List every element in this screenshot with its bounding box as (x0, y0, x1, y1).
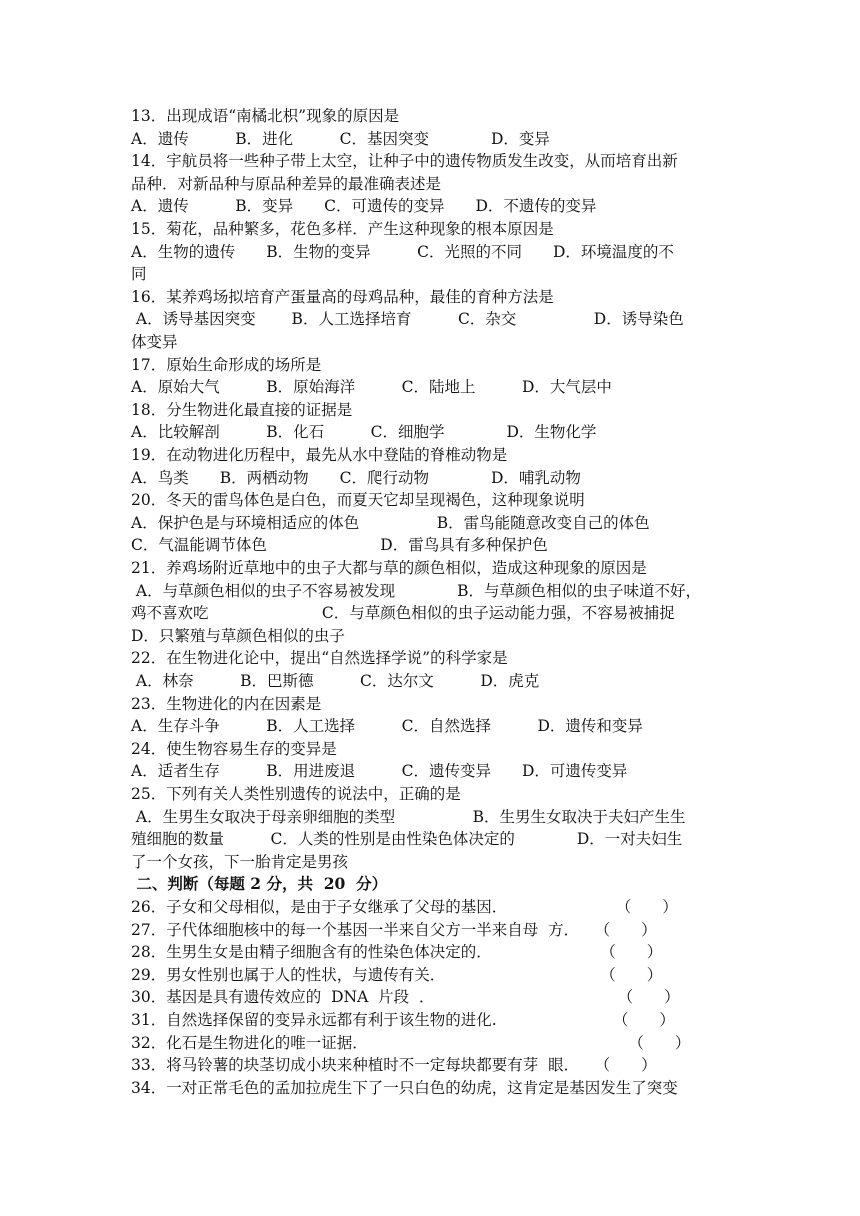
text-line: 32．化石是生物进化的唯一证据． （ ） (131, 1033, 691, 1052)
text-line: 34．一对正常毛色的孟加拉虎生下了一只白色的幼虎，这肯定是基因发生了突变 (131, 1078, 678, 1097)
text-line: 18．分生物进化最直接的证据是 (131, 400, 353, 419)
text-line: 30．基因是具有遗传效应的 DNA 片段 ． （ ） (131, 988, 680, 1007)
text-line: 31．自然选择保留的变异永远都有利于该生物的进化. （ ） (131, 1011, 675, 1029)
section-heading: 二、判断（每题 2 分，共 20 分） (131, 874, 388, 894)
text-line: A．保护色是与环境相适应的体色 B．雷鸟能随意改变自己的体色 (131, 513, 650, 532)
text-line: 14．宇航员将一些种子带上太空，让种子中的遗传物质发生改变，从而培育出新 (131, 152, 678, 171)
text-line: 品种．对新品种与原品种差异的最准确表述是 (131, 174, 442, 193)
text-line: 23．生物进化的内在因素是 (131, 694, 322, 713)
text-line: A．原始大气 B．原始海洋 C．陆地上 D．大气层中 (131, 378, 612, 397)
text-line: A．适者生存 B．用进废退 C．遗传变异 D．可遗传变异 (131, 762, 628, 781)
text-line: A．鸟类 B．两栖动物 C．爬行动物 D．哺乳动物 (131, 468, 581, 487)
text-line: C．气温能调节体色 D．雷鸟具有多种保护色 (131, 536, 548, 555)
text-line: A．与草颜色相似的虫子不容易被发现 B．与草颜色相似的虫子味道不好， (131, 581, 702, 600)
text-line: 19．在动物进化历程中，最先从水中登陆的脊椎动物是 (131, 446, 508, 464)
text-line: A．生存斗争 B．人工选择 C．自然选择 D．遗传和变异 (131, 717, 643, 736)
text-line: 29．男女性别也属于人的性状，与遗传有关． （ ） (131, 965, 663, 984)
text-line: 22．在生物进化论中，提出“自然选择学说”的科学家是 (131, 649, 508, 668)
text-line: 鸡不喜欢吃 C．与草颜色相似的虫子运动能力强，不容易被捕捉 (131, 604, 675, 623)
text-line: 27．子代体细胞核中的每一个基因一半来自父方一半来自母 方． （ ） (131, 920, 657, 939)
text-line: 26．子女和父母相似，是由于子女继承了父母的基因． （ ） (131, 898, 678, 916)
text-line: A．生男生女取决于母亲卵细胞的类型 B．生男生女取决于夫妇产生生 (131, 807, 686, 826)
text-line: 20．冬天的雷鸟体色是白色，而夏天它却呈现褐色，这种现象说明 (131, 491, 585, 510)
text-line: 15．菊花，品种繁多，花色多样．产生这种现象的根本原因是 (131, 220, 554, 238)
text-line: A．诱导基因突变 B．人工选择培育 C．杂交 D．诱导染色 (131, 310, 684, 329)
text-line: 24．使生物容易生存的变异是 (131, 739, 337, 758)
text-line: 25．下列有关人类性别遗传的说法中，正确的是 (131, 785, 461, 803)
text-line: A．遗传 B．进化 C．基因突变 D．变异 (131, 129, 550, 148)
text-line: 同 (131, 265, 147, 284)
text-line: A．比较解剖 B．化石 C．细胞学 D．生物化学 (131, 423, 597, 442)
text-line: 13．出现成语“南橘北枳”现象的原因是 (131, 107, 400, 125)
text-line: A．林奈 B．巴斯德 C．达尔文 D．虎克 (131, 672, 540, 690)
text-line: 16．某养鸡场拟培育产蛋量高的母鸡品种，最佳的育种方法是 (131, 287, 554, 306)
text-line: A．遗传 B．变异 C．可遗传的变异 D．不遗传的变异 (131, 197, 597, 216)
text-line: A．生物的遗传 B．生物的变异 C．光照的不同 D．环境温度的不 (131, 242, 674, 261)
text-line: 21．养鸡场附近草地中的虫子大都与草的颜色相似，造成这种现象的原因是 (131, 559, 647, 577)
text-line: 殖细胞的数量 C．人类的性别是由性染色体决定的 D．一对夫妇生 (131, 830, 683, 849)
text-line: D．只繁殖与草颜色相似的虫子 (131, 626, 345, 645)
text-line: 28．生男生女是由精子细胞含有的性染色体决定的． （ ） (131, 943, 663, 962)
text-line: 体变异 (131, 333, 178, 351)
text-line: 17．原始生命形成的场所是 (131, 355, 322, 374)
text-line: 了一个女孩，下一胎肯定是男孩 (131, 852, 349, 871)
text-line: 33．将马铃薯的块茎切成小块来种植时不一定每块都要有芽 眼． （ ） (131, 1056, 657, 1075)
